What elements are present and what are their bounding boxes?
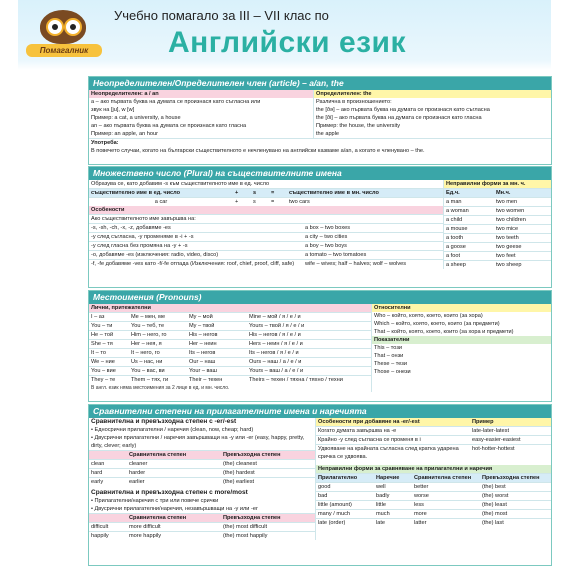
table-cell: two feet: [496, 253, 516, 259]
comparison-heading: Сравнителни степени на прилагателните имена и наречията: [89, 405, 551, 418]
comparison-row: [89, 459, 315, 468]
table-cell: She – тя: [91, 341, 113, 347]
table-cell: Yours – твой / я / е / и: [249, 323, 305, 329]
table-cell: little (amount): [318, 502, 352, 508]
table-cell: Mine – мой / я / е / и: [249, 314, 301, 320]
table-cell: Her – нея, я: [131, 341, 162, 347]
irregular-comparison-row: [316, 509, 551, 518]
table-cell: Превъзходна степен: [223, 452, 281, 458]
table-cell: much: [376, 511, 390, 517]
pronoun-row: [89, 312, 371, 321]
pronoun-row: [89, 366, 371, 375]
table-cell: clean: [91, 461, 105, 467]
table-cell: earlier: [129, 479, 145, 485]
comparison-row: [89, 468, 315, 477]
indefinite-line: an – ако първата буква на думата се произнася като гласна: [91, 123, 247, 129]
table-cell: (the) cleanest: [223, 461, 257, 467]
table-cell: They – те: [91, 377, 116, 383]
comparison-row: [89, 477, 315, 486]
indefinite-column: [89, 90, 314, 138]
pronoun-row: [89, 375, 371, 384]
irregular-plural-row: [444, 260, 551, 269]
plural-special-title: Особености: [89, 206, 443, 214]
table-cell: You – теб, те: [131, 323, 165, 329]
table-cell: easy-easier-easiest: [472, 437, 521, 443]
table-cell: a child: [446, 217, 463, 223]
table-cell: Yours – ваш / а / е / и: [249, 368, 304, 374]
irregular-comparison-row: [316, 518, 551, 527]
plural-example: [89, 197, 443, 206]
irregular-plural-row: [444, 197, 551, 206]
table-cell: (the) best: [482, 484, 506, 490]
table-cell: Us – нас, ни: [131, 359, 163, 365]
table-cell: well: [376, 484, 386, 490]
plural-irregular-table: [444, 180, 551, 269]
irregular-plural-row: [444, 251, 551, 260]
table-cell: a mouse: [446, 226, 468, 232]
table-cell: (the) most difficult: [223, 524, 268, 530]
table-cell: a boy – two boys: [305, 243, 347, 249]
plural-heading: Множествено число (Plural) на съществителните имена: [89, 167, 551, 180]
comparison-row: [89, 531, 315, 540]
table-cell: Сравнителна степен: [129, 452, 187, 458]
demonstrative-line: That – онзи: [374, 353, 404, 359]
demonstrative-line: These – тези: [374, 361, 407, 367]
table-cell: (the) last: [482, 520, 504, 526]
definite-line: Различна в произношението:: [316, 99, 392, 105]
usage-text: В повечето случаи, когато на български съществителното е нечленувано на английски казваме a/an, а когато е членувано – the.: [91, 148, 425, 154]
table-cell: Ако съществителното име завършва на:: [91, 216, 196, 222]
table-cell: My – мой: [189, 314, 213, 320]
table-cell: -s, -sh, -ch, -x, -z, добавяме -es: [91, 225, 171, 231]
articles-heading: Неопределителен/Определителен член (article) – a/an, the: [89, 77, 551, 90]
plural-intro: Образува се, като добавим -s към съществителното име в ед. число: [91, 181, 270, 187]
table-cell: Мн.ч.: [496, 190, 511, 196]
table-cell: (the) least: [482, 502, 507, 508]
table-cell: Прилагателно: [318, 475, 358, 481]
plural-rule-row: [89, 259, 443, 268]
table-cell: Наречие: [376, 475, 400, 481]
table-cell: cleaner: [129, 461, 148, 467]
table-cell: Them – тях, ги: [131, 377, 169, 383]
personal-title: Лични, притежателни: [89, 304, 371, 312]
irregular-plural-row: [444, 242, 551, 251]
table-cell: Ед.ч.: [446, 190, 460, 196]
definite-line: Пример: the house, the university: [316, 123, 401, 129]
definite-title: Определителен: the: [314, 90, 551, 98]
plural-rule-row: [89, 214, 443, 223]
personal-pronouns-table: [89, 304, 372, 392]
table-cell: -y след гласна без промяна на -y + -s: [91, 243, 188, 249]
definite-column: [314, 90, 551, 138]
peculiar-row: [316, 435, 551, 444]
table-cell: badly: [376, 493, 390, 499]
table-cell: His – негов / я / е / и: [249, 332, 301, 338]
indefinite-line: звук на [ju], w [w]: [91, 107, 135, 113]
more-most-bullet: • Двусрични прилагателни/наречия, незавършващи на -y или -er: [91, 506, 258, 512]
irregular-plural-row: [444, 224, 551, 233]
table-cell: -f, -fe добавяме -ves като -f/-fe отпада (Изключения: roof, chief, proof, cliff, safe): [91, 261, 295, 267]
table-cell: a goose: [446, 244, 466, 250]
table-cell: Ours – наш / а / е / и: [249, 359, 302, 365]
definite-line: the [ðə] – ако първата буква на думата се произнася като съгласна: [316, 107, 490, 113]
table-cell: You – ти: [91, 323, 113, 329]
table-cell: hard: [91, 470, 103, 476]
logo-text: Помагалник: [26, 44, 102, 57]
table-cell: more: [414, 511, 427, 517]
table-cell: hot-hotter-hottest: [472, 446, 515, 452]
er-est-title: Сравнителна и превъзходна степен с -er/-est: [91, 418, 237, 425]
table-cell: Пример: [472, 419, 494, 425]
table-cell: good: [318, 484, 331, 490]
irregular-comparison-row: [316, 491, 551, 500]
table-cell: -y след съгласна, -y променяме в -i + -s: [91, 234, 194, 240]
indefinite-line: a – ако първата буква на думата се произнася като съгласна или: [91, 99, 261, 105]
pronoun-row: [89, 357, 371, 366]
table-cell: Hers – неин / я / е / и: [249, 341, 303, 347]
irregular-comparison-row: [316, 500, 551, 509]
table-cell: wife – wives; half – halves; wolf – wolves: [305, 261, 407, 267]
relative-line: Which – който, която, което, които (за предмети): [374, 321, 500, 327]
table-cell: Her – неин: [189, 341, 217, 347]
table-cell: a tooth: [446, 235, 464, 241]
table-cell: late (order): [318, 520, 346, 526]
table-cell: a man: [446, 199, 462, 205]
irregular-comparison-title: Неправилни форми за сравняване на прилагателни и наречия: [316, 465, 551, 473]
table-cell: little: [376, 502, 386, 508]
demonstrative-line: Those – онези: [374, 369, 411, 375]
table-cell: +: [235, 199, 239, 205]
indefinite-line: Пример: a cat, a university, a house: [91, 115, 181, 121]
table-cell: (the) worst: [482, 493, 509, 499]
page-title: Английски език: [168, 26, 407, 59]
table-cell: latter: [414, 520, 427, 526]
table-cell: two geese: [496, 244, 522, 250]
table-cell: [89, 451, 127, 459]
table-cell: more difficult: [129, 524, 161, 530]
table-cell: two sheep: [496, 262, 522, 268]
table-cell: bad: [318, 493, 328, 499]
table-cell: better: [414, 484, 429, 490]
table-cell: early: [91, 479, 104, 485]
irregular-plural-row: [444, 233, 551, 242]
table-cell: two women: [496, 208, 525, 214]
table-cell: =: [271, 199, 275, 205]
table-cell: s: [253, 199, 256, 205]
pronoun-row: [89, 321, 371, 330]
pronoun-row: [89, 330, 371, 339]
pronoun-row: [89, 348, 371, 357]
plural-irregular-title: Неправилни форми за мн. ч.: [444, 180, 551, 188]
table-cell: He – той: [91, 332, 114, 338]
relative-title: Относителни: [372, 304, 551, 312]
table-cell: съществително име в ед. число: [91, 190, 181, 196]
table-cell: It – то: [91, 350, 106, 356]
table-cell: Your – ваш: [189, 368, 218, 374]
table-cell: a sheep: [446, 262, 466, 268]
definite-line: the [ði] – ако първата буква на думата се произнася като гласна: [316, 115, 482, 121]
table-cell: a car: [154, 199, 168, 205]
more-most-title: Сравнителна и превъзходна степен с more/most: [91, 489, 248, 496]
table-cell: a tomato – two tomatoes: [305, 252, 367, 258]
table-cell: late: [376, 520, 386, 526]
table-cell: Theirs – техен / тяхна / тяхно / техни: [249, 377, 343, 383]
table-cell: two mice: [496, 226, 519, 232]
plural-rule-row: [89, 250, 443, 259]
table-cell: You – вас, ви: [131, 368, 165, 374]
demonstrative-line: This – този: [374, 345, 403, 351]
more-most-bullet: • Прилагателни/наречия с три или повече срички: [91, 498, 219, 504]
table-cell: worse: [414, 493, 429, 499]
comparison-section: [88, 404, 552, 566]
table-cell: Its – негов: [189, 350, 216, 356]
table-cell: a city – two cities: [305, 234, 348, 240]
er-est-bullet: • Едносрични прилагателни / наречия (clean, now, cheap; hard): [91, 427, 254, 433]
table-cell: more happily: [129, 533, 162, 539]
table-cell: a foot: [446, 253, 460, 259]
table-cell: Him – него, го: [131, 332, 167, 338]
owl-icon: [40, 10, 86, 44]
table-cell: Удвояване на крайната съгласна след кратка ударена сричка се удвоява.: [318, 446, 459, 460]
table-cell: [303, 215, 307, 223]
usage-note: [89, 138, 551, 155]
table-cell: Крайно -y след съгласна се променя в i: [318, 437, 421, 443]
irregular-comparison-row: [316, 482, 551, 491]
brand-logo: [26, 10, 102, 58]
table-cell: late-later-latest: [472, 428, 509, 434]
table-cell: (the) most: [482, 511, 508, 517]
usage-title: Употреба:: [91, 140, 119, 146]
table-cell: My – твой: [189, 323, 215, 329]
comparison-row: [89, 522, 315, 531]
table-cell: Превъзходна степен: [223, 515, 281, 521]
table-cell: (the) hardest: [223, 470, 255, 476]
table-cell: two teeth: [496, 235, 519, 241]
plural-rule-row: [89, 223, 443, 232]
pronoun-note: В англ. език няма местоимения за 2 лице в ед. и мн. число.: [91, 385, 230, 391]
relative-line: Who – който, която, което, които (за хора): [374, 313, 483, 319]
table-cell: -o, добавяме -es (изключения: radio, video, disco): [91, 252, 219, 258]
table-cell: Когато думата завършва на -e: [318, 428, 397, 434]
table-cell: His – негов: [189, 332, 218, 338]
table-cell: two children: [496, 217, 526, 223]
table-cell: Превъзходна степен: [482, 475, 540, 481]
table-cell: You – вие: [91, 368, 116, 374]
irregular-plural-row: [444, 215, 551, 224]
definite-line: the apple: [316, 131, 340, 137]
plural-section: [88, 166, 552, 288]
table-cell: Our – наш: [189, 359, 216, 365]
indefinite-line: Пример: an apple, an hour: [91, 131, 158, 137]
table-cell: =: [271, 190, 275, 196]
articles-section: [88, 76, 552, 165]
page-subtitle: Учебно помагало за III – VII клас по: [114, 8, 329, 23]
table-cell: Me – мен, ме: [131, 314, 166, 320]
plural-rule-row: [89, 232, 443, 241]
indefinite-title: Неопределителен: a / an: [89, 90, 313, 98]
table-cell: (the) earliest: [223, 479, 255, 485]
table-cell: less: [414, 502, 424, 508]
table-cell: two cars: [289, 199, 310, 205]
relative-line: That – който, която, което, които (за хора и предмети): [374, 329, 514, 335]
table-cell: Сравнителна степен: [414, 475, 472, 481]
table-cell: happily: [91, 533, 109, 539]
table-cell: many / much: [318, 511, 351, 517]
table-cell: We – ние: [91, 359, 115, 365]
table-cell: I – аз: [91, 314, 105, 320]
irregular-plural-row: [444, 206, 551, 215]
reference-sheet: [18, 0, 551, 567]
pronoun-row: [89, 339, 371, 348]
table-cell: harder: [129, 470, 146, 476]
table-cell: Their – техен: [189, 377, 223, 383]
peculiar-row: [316, 444, 551, 461]
plural-formula: [89, 188, 443, 197]
table-cell: +: [235, 190, 239, 196]
er-est-bullet: • Двусрични прилагателни / наречия завършващи на -y или -er (easy, happy, pretty, dirty, clever; early): [91, 435, 305, 449]
table-cell: difficult: [91, 524, 109, 530]
demonstrative-title: Показателни: [372, 336, 551, 344]
plural-rule-row: [89, 241, 443, 250]
table-cell: Особености при добавяне на -er/-est: [318, 419, 420, 425]
table-cell: (the) most happily: [223, 533, 268, 539]
table-cell: Сравнителна степен: [129, 515, 187, 521]
peculiar-row: [316, 426, 551, 435]
table-cell: [89, 514, 127, 522]
table-cell: It – него, го: [131, 350, 160, 356]
table-cell: a woman: [446, 208, 469, 214]
table-cell: Its – негов / я / е / и: [249, 350, 299, 356]
table-cell: съществително име в мн. число: [289, 190, 379, 196]
table-cell: a box – two boxes: [305, 225, 351, 231]
pronouns-section: [88, 290, 552, 402]
table-cell: two men: [496, 199, 518, 205]
table-cell: s: [253, 190, 257, 196]
pronouns-heading: Местоимения (Pronouns): [89, 291, 551, 304]
